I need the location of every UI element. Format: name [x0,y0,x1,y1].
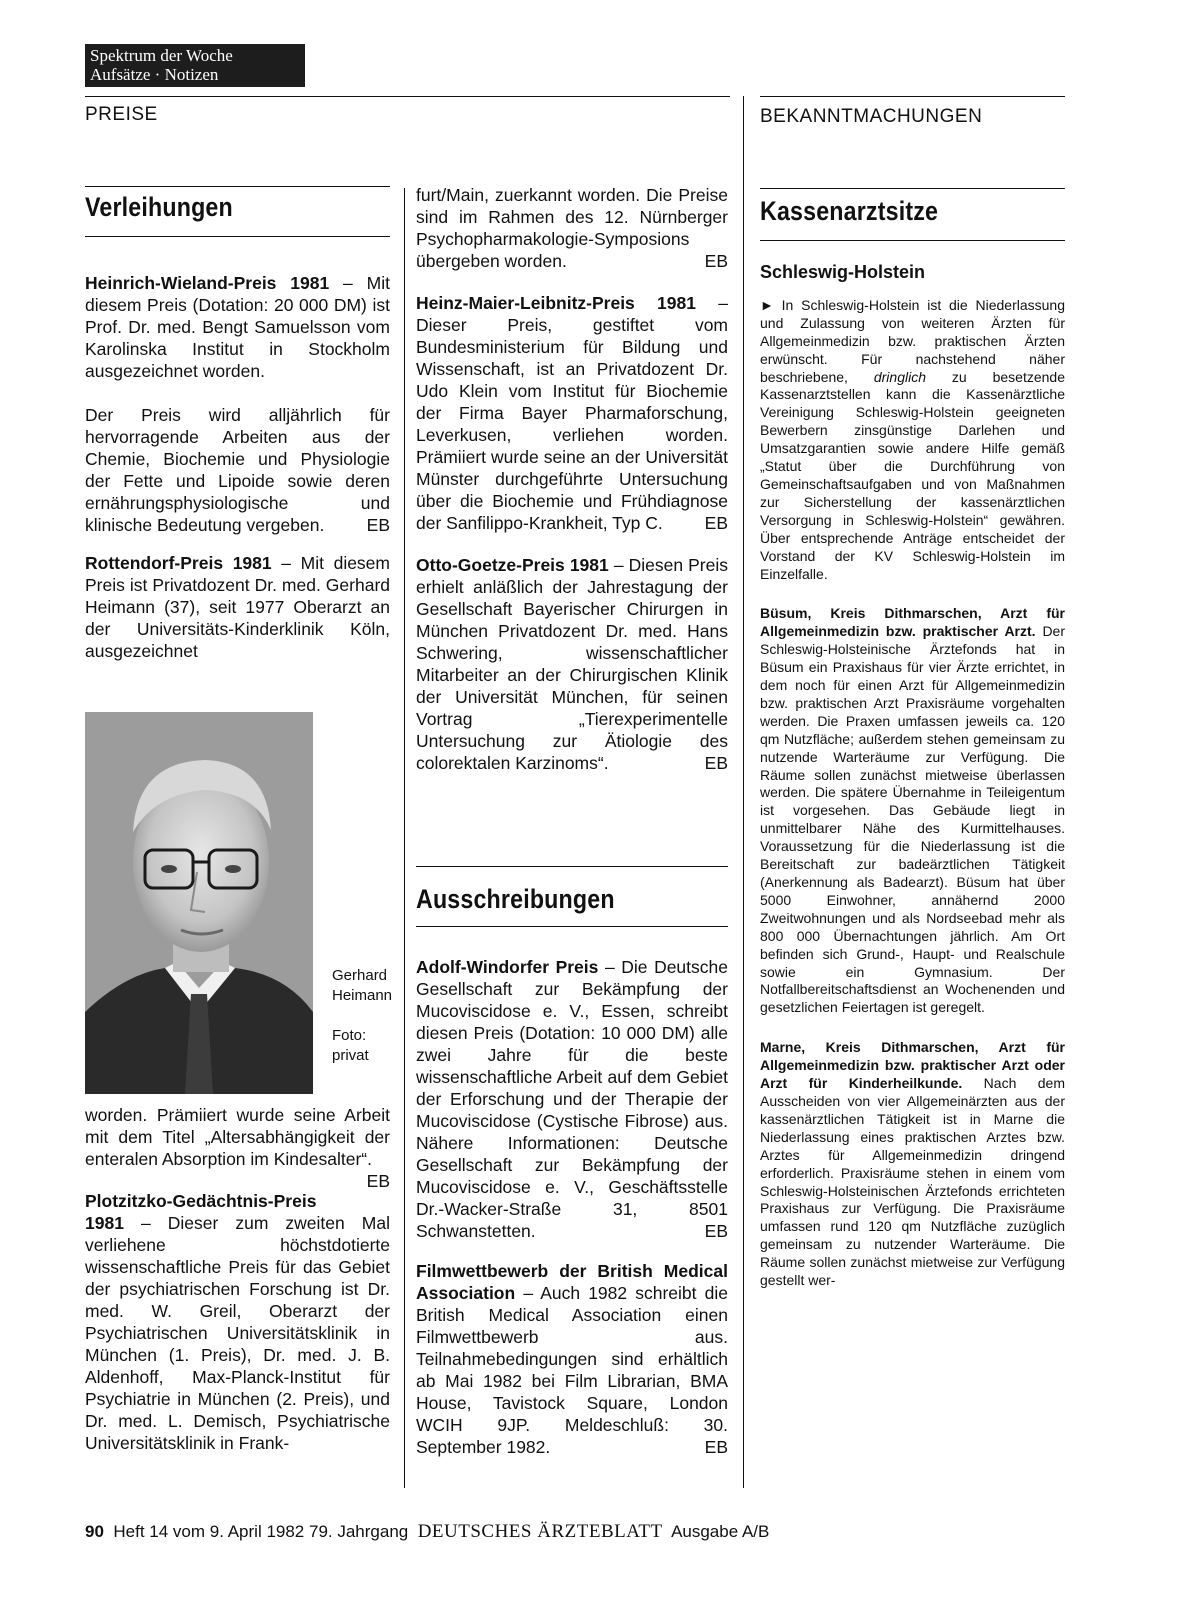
article-rottendorf [85,552,390,662]
article-text: – Mit diesem Preis ist Privatdozent Dr. med. Gerhard Heimann (37), seit 1977 Oberarzt an der Universitäts-Kinderklinik Köln, ausgezeichnet [85,553,390,661]
heading-rule-bottom-verleihungen [85,236,390,237]
signature-eb: EB [704,1437,728,1457]
article-text: – Auch 1982 schreibt die British Medical Association einen Filmwettbewerb aus. Teilnahmebedingungen sind erhältlich ab Mai 1982 bei Film Librarian, BMA House, Tavistock Square, London WCIH 9JP. Meldeschluß: 30. September 1982. [416,1283,728,1457]
signature-eb: EB [704,251,728,271]
heading-rule-bottom-kassenarztsitze [760,240,1065,241]
top-rule-left [85,96,730,97]
top-rule-right [760,96,1065,97]
column-1-lower [85,1104,390,1470]
journal-name: DEUTSCHES ÄRZTEBLATT [417,1521,663,1542]
notice-title: Marne, Kreis Dithmarschen, Arzt für Allgemeinmedizin bzw. praktischer Arzt oder Arzt für Kinderheilkunde. [760,1039,1065,1092]
heading-ausschreibungen: Ausschreibungen [416,884,615,914]
article-text: – Dieser zum zweiten Mal verliehene höchstdotierte wissenschaftliche Preis für das Gebiet der psychiatrischen Forschung ist Dr. med. W. Greil, Oberarzt der Psychiatrischen Universitätsklinik in München (1. Preis), Dr. med. J. B. Aldenhoff, Max-Planck-Institut für Psychiatrie in München (2. Preis), und Dr. med. L. Demisch, Psychiatrische Universitätsklinik in Frank- [85,1213,390,1453]
masthead [85,44,305,87]
article-heinrich-wieland [85,272,390,382]
notice-marne [760,1039,1065,1290]
article-text: worden. Prämiiert wurde seine Arbeit mit dem Titel „Altersabhängigkeit der enteralen Absorption im Kindesalter“. [85,1105,390,1169]
article-text: – Mit diesem Preis (Dotation: 20 000 DM) ist Prof. Dr. med. Bengt Samuelsson vom Karolinska Institut in Stockholm ausgezeichnet worden. [85,273,390,381]
column-2-upper [416,184,728,790]
article-title: Rottendorf-Preis 1981 [85,553,272,573]
subheading-schleswig-holstein [760,264,1065,283]
signature-eb: EB [366,515,390,535]
subheading-text: Schleswig-Holstein [760,262,926,282]
heading-kassenarztsitze: Kassenarztsitze [760,196,939,226]
masthead-line1: Spektrum der Woche [90,46,233,65]
photo-caption-credit [332,1026,378,1066]
column-1-upper [85,272,390,678]
issue-info: Heft 14 vom 9. April 1982 79. Jahrgang [113,1522,409,1541]
article-text: furt/Main, zuerkannt worden. Die Preise sind im Rahmen des 12. Nürnberger Psychopharmakologie-Symposions übergeben worden. [416,185,728,271]
article-adolf-windorfer [416,956,728,1242]
caption-credit-text: Foto: privat [332,1027,369,1064]
section-label-preise: PREISE [85,104,158,125]
notice-text: Nach dem Ausscheiden von vier Allgemeinärzten aus der kassenärztlichen Tätigkeit ist in Marne die Niederlassung eines praktischen Arztes bzw. Arztes für Allgemeinmedizin dringend erforderlich. Praxisräume stehen in einem vom Schleswig-Holsteinischen Ärztefonds errichteten Praxishaus zur Verfügung. Die Praxisräume umfassen rund 120 qm Nutzfläche zuzüglich gemeinsam zu nutzender Warteräume. Die Räume sollen zunächst mietweise zur Verfügung gestellt wer- [760,1075,1065,1289]
article-otto-goetze [416,554,728,774]
notice-text: Der Schleswig-Holsteinische Ärztefonds hat in Büsum ein Praxishaus für vier Ärzte errichtet, in dem noch für einen Arzt für Allgemeinmedizin bzw. praktischen Arzt Praxisräume vorgehalten werden. Die Praxen umfassen jeweils ca. 120 qm Nutzfläche; außerdem stehen gemeinsam zu nutzende Warteräume zur Verfügung. Die Räume sollen zunächst mietweise überlassen werden. Die spätere Übernahme in Teileigentum ist vorgesehen. Das Gebäude liegt in unmittelbarer Nähe des Kurmittelhauses. Voraussetzung für die Niederlassung ist die Bereitschaft zur badeärztlichen Tätigkeit (Anerkennung als Badearzt). Büsum hat über 5000 Einwohner, annähernd 2000 Zweitwohnungen und als Nordseebad mehr als 800 000 Übernachtungen jährlich. Am Ort befinden sich Grund-, Haupt- und Realschule sowie ein Gymnasium. Der Notfallbereitschaftsdienst an Wochenenden und gesetzlichen Feiertagen ist geregelt. [760,623,1066,1016]
column-divider-1 [404,188,405,1488]
portrait-photo [85,712,313,1094]
article-text: – Die Deutsche Gesellschaft zur Bekämpfung der Mucoviscidose e. V., Essen, schreibt diesen Preis (Dotation: 10 000 DM) alle zwei Jahre für die beste wissenschaftliche Arbeit auf dem Gebiet der Erforschung und der Therapie der Mucoviscidose (Cystische Fibrose) aus. Nähere Informationen: Deutsche Gesellschaft zur Bekämpfung der Mucoviscidose e. V., Geschäftsstelle Dr.-Wacker-Straße 31, 8501 Schwanstetten. [416,957,728,1241]
signature-eb: EB [704,1221,728,1241]
notice-text: In Schleswig-Holstein ist die Niederlassung und Zulassung von weiteren Ärzten für Allgemeinmedizin bzw. praktischen Ärzten erwünscht. Für nachstehend näher beschriebene, [760,296,1065,385]
heading-rule-bottom-ausschreibungen [416,926,728,927]
masthead-line2: Aufsätze · Notizen [90,65,219,84]
signature-eb: EB [366,1171,390,1191]
article-title: Otto-Goetze-Preis 1981 [416,555,609,575]
signature-eb: EB [704,753,728,773]
caption-name-text: Gerhard Heimann [332,967,393,1004]
heading-verleihungen: Verleihungen [85,192,233,222]
heading-rule-top-verleihungen [85,186,390,187]
notice-text: zu besetzende Kassenarztstellen kann die Kassenärztliche Vereinigung Schleswig-Holstein geeigneten Bewerbern zinsgünstige Darlehen und Umsatzgarantien sowie andere Hilfe gemäß „Statut über die Durchführung von Gemeinschaftsaufgaben und von Maßnahmen zur Sicherstellung der kassenärztlichen Versorgung in Schleswig-Holstein“ gewähren. Über entsprechende Anträge entscheidet der Vorstand der KV Schleswig-Holstein im Einzelfalle. [760,368,1065,582]
photo-caption-name [332,966,392,1006]
article-text: Der Preis wird alljährlich für hervorragende Arbeiten aus der Chemie, Biochemie und Physiologie der Fette und Lipoide sowie deren ernährungsphysiologische und klinische Bedeutung vergeben. [85,405,390,535]
article-rottendorf-cont [85,1104,390,1191]
article-title: Filmwettbewerb der British Medical Association [416,1261,728,1303]
column-divider-2 [743,96,744,1488]
heading-rule-top-ausschreibungen [416,866,728,867]
heading-rule-top-kassenarztsitze [760,188,1065,189]
notice-intro [760,297,1065,584]
article-heinrich-wieland-cont [85,404,390,536]
article-filmwettbewerb [416,1260,728,1458]
portrait-illustration [85,712,313,1094]
column-2-lower [416,956,728,1474]
article-text: – Dieser Preis, gestiftet vom Bundesministerium für Bildung und Wissenschaft, ist an Privatdozent Dr. Udo Klein vom Institut für Biochemie der Firma Bayer Pharmaforschung, Leverkusen, verliehen worden. Prämiiert wurde seine an der Universität Münster durchgeführte Untersuchung über die Biochemie und Frühdiagnose der Sanfilippo-Krankheit, Typ C. [416,293,728,533]
notice-buesum [760,605,1065,1017]
edition-info: Ausgabe A/B [671,1522,770,1541]
article-title: Heinrich-Wieland-Preis 1981 [85,273,330,293]
article-title: Adolf-Windorfer Preis [416,957,599,977]
article-plotzitzko [85,1190,390,1454]
notice-title: Büsum, Kreis Dithmarschen, Arzt für Allgemeinmedizin bzw. praktischer Arzt. [760,605,1065,640]
article-text: – Diesen Preis erhielt anläßlich der Jahrestagung der Gesellschaft Bayerischer Chirurgen in München Privatdozent Dr. med. Hans Schwering, wissenschaftlicher Mitarbeiter an der Chirurgischen Klinik der Universität München, für seinen Vortrag „Tierexperimentelle Untersuchung zur Ätiologie des colorektalen Karzinoms“. [416,555,729,773]
article-plotzitzko-cont [416,184,728,272]
column-3 [760,264,1065,1304]
page-footer [85,1521,769,1543]
page-number: 90 [85,1522,104,1541]
article-title: Heinz-Maier-Leibnitz-Preis 1981 [416,293,696,313]
signature-eb: EB [704,513,728,533]
article-title: Plotzitzko-Gedächtnis-Preis 1981 [85,1191,317,1233]
article-heinz-maier-leibnitz [416,292,728,534]
notice-emphasis: dringlich [873,368,926,385]
section-label-bekanntmachungen: BEKANNTMACHUNGEN [760,106,983,127]
arrow-icon: ► [760,296,774,313]
